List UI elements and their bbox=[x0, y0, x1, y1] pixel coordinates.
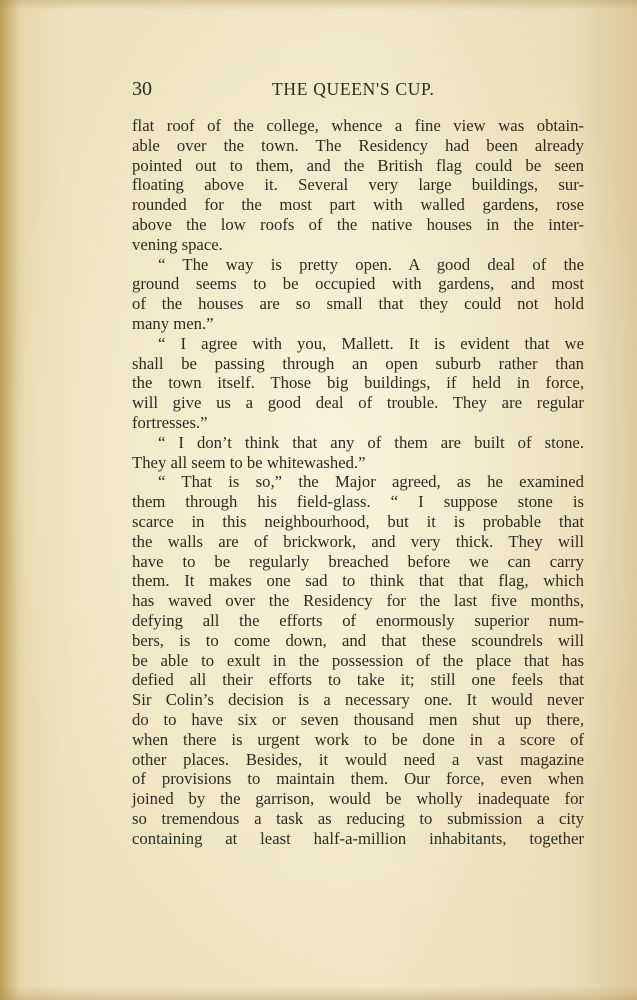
text-line: of provisions to maintain them. Our force, even when bbox=[132, 769, 584, 789]
text-line: floating above it. Several very large buildings, sur- bbox=[132, 175, 584, 195]
text-line: pointed out to them, and the British flag could be seen bbox=[132, 155, 584, 175]
text-line: joined by the garrison, would be wholly inadequate for bbox=[132, 789, 584, 809]
body-text bbox=[132, 116, 584, 848]
text-line: has waved over the Residency for the last five months, bbox=[132, 591, 584, 611]
text-line: They all seem to be whitewashed.” bbox=[132, 452, 366, 472]
text-line: the walls are of brickwork, and very thick. They will bbox=[132, 531, 584, 551]
text-line: “ I don’t think that any of them are built of stone. bbox=[158, 432, 584, 452]
text-line: bers, is to come down, and that these scoundrels will bbox=[132, 630, 584, 650]
text-line: of the houses are so small that they could not hold bbox=[132, 294, 584, 314]
text-line: will give us a good deal of trouble. They are regular bbox=[132, 393, 584, 413]
text-line: ground seems to be occupied with gardens, and most bbox=[132, 274, 584, 294]
text-line: containing at least half-a-million inhabitants, together bbox=[132, 828, 584, 848]
text-line: vening space. bbox=[132, 234, 223, 254]
text-line: able over the town. The Residency had been already bbox=[132, 135, 584, 155]
page-number: 30 bbox=[132, 78, 152, 100]
text-line: defying all the efforts of enormously superior num- bbox=[132, 610, 584, 630]
text-line: be able to exult in the possession of the place that has bbox=[132, 650, 584, 670]
text-line: so tremendous a task as reducing to submission a city bbox=[132, 808, 584, 828]
text-line: shall be passing through an open suburb rather than bbox=[132, 353, 584, 373]
page-bottom-edge bbox=[0, 986, 637, 1000]
text-line: defied all their efforts to take it; still one feels that bbox=[132, 670, 584, 690]
running-title: THE QUEEN'S CUP. bbox=[272, 79, 435, 99]
text-line: them. It makes one sad to think that that flag, which bbox=[132, 571, 584, 591]
text-line: them through his field-glass. “ I suppose stone is bbox=[132, 492, 584, 512]
text-line: Sir Colin’s decision is a necessary one. It would never bbox=[132, 690, 584, 710]
text-line: fortresses.” bbox=[132, 412, 208, 432]
text-line: “ I agree with you, Mallett. It is evident that we bbox=[158, 333, 584, 353]
text-line: many men.” bbox=[132, 313, 214, 333]
page-header bbox=[132, 76, 584, 102]
text-line: when there is urgent work to be done in a score of bbox=[132, 729, 584, 749]
text-line: “ That is so,” the Major agreed, as he examined bbox=[158, 472, 584, 492]
text-line: “ The way is pretty open. A good deal of the bbox=[158, 254, 584, 274]
text-line: have to be regularly breached before we can carry bbox=[132, 551, 584, 571]
text-line: other places. Besides, it would need a vast magazine bbox=[132, 749, 584, 769]
text-line: the town itself. Those big buildings, if held in force, bbox=[132, 373, 584, 393]
text-line: rounded for the most part with walled gardens, rose bbox=[132, 195, 584, 215]
text-line: scarce in this neighbourhood, but it is probable that bbox=[132, 511, 584, 531]
text-line: do to have six or seven thousand men shut up there, bbox=[132, 709, 584, 729]
page-top-edge bbox=[0, 0, 637, 10]
page-binding-shadow bbox=[0, 0, 18, 1000]
text-line: above the low roofs of the native houses in the inter- bbox=[132, 214, 584, 234]
text-line: flat roof of the college, whence a fine view was obtain- bbox=[132, 116, 584, 135]
